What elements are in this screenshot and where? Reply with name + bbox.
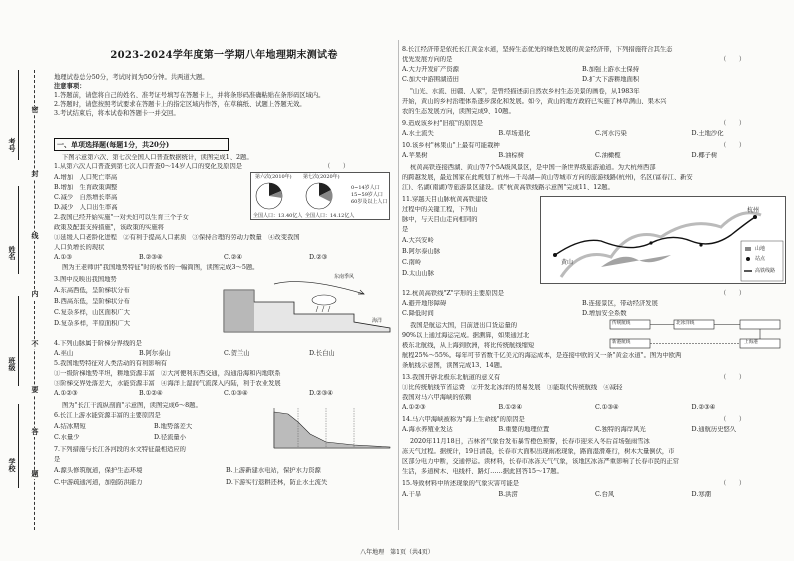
option[interactable]: D.长白山	[309, 350, 335, 357]
legend-item: 60岁及以上人口	[351, 199, 388, 205]
statement-line: ①比传统航线节省运费 ②开发北冰洋的贸易发展 ③能取代传统航线 ④减轻	[402, 384, 623, 391]
sea-label: 海洋	[372, 318, 383, 324]
option[interactable]: B.西高东低，呈阶梯状分布	[54, 298, 130, 305]
section-heading: 一、单项选择题(每题1分，共20分)	[54, 138, 229, 151]
question-8: 8.长江经济带是依托长江黄金水道，坚持生态优先的绿色发展的黄金经济带，下列措施符合其生态	[402, 46, 673, 53]
answer-slot[interactable]: （ ）	[720, 374, 746, 381]
passage-line: 极东北航线，从上海到欧洲，将比传统航线缩短	[402, 342, 535, 349]
option[interactable]: A.水土流失	[402, 130, 434, 137]
options-row	[54, 350, 394, 358]
option[interactable]: D.②③	[309, 254, 328, 261]
passage-line: 航程25%～55%。每年可节省数千亿美元的海运成本，是连接中欧的又一条"黄金水道"。图为中欧两	[402, 352, 682, 359]
question-6: 6.长江上游水能资源丰富的主要原因是	[54, 412, 161, 419]
passage-line: 的跨越发展，最近国家在此规划了杭州—千岛湖—黄山等城市方向的旅游线路(杭州)，名区(富春江、新安	[402, 174, 693, 181]
option[interactable]: B.①②④	[139, 390, 163, 397]
question-15: 15.导致材料中所述现象的气象灾害可能是	[402, 480, 520, 487]
passage-line: 农的生态发展方向，读图完成9、10题。	[402, 108, 515, 115]
railway-map	[540, 196, 786, 284]
question-2-cont: 政策及配套支持措施"，该政策的实施将	[54, 224, 164, 231]
notice-item: 2.答题时，请您按照考试要求在答题卡上的指定区域内作答，在草稿纸、试题上答题无效。	[54, 101, 306, 109]
option[interactable]: D.通航历史悠久	[691, 426, 737, 433]
question-4: 4.下列山脉属于阶梯分界线的是	[54, 340, 142, 347]
option[interactable]: D.椰子树	[691, 152, 718, 159]
map-label-huangshan: 黄山	[561, 259, 574, 266]
option[interactable]: A.①③	[54, 254, 72, 261]
notice-item: 1.答题前，请您将自己的姓名、准考证号填写在答题卡上，并将条形码准确粘贴在条形码区域内。	[54, 92, 325, 100]
option[interactable]: D.扩大下游耕地面积	[582, 76, 640, 83]
pie-charts	[253, 181, 349, 211]
label-banji: 班级	[8, 357, 17, 371]
shipping-routes-drawing	[608, 318, 786, 350]
wind-label: 东南季风	[334, 274, 355, 280]
terrain-drawing	[214, 272, 394, 336]
options-row	[54, 254, 394, 262]
passage-line: 我国是航运大国，目前进出口货运量的	[410, 322, 518, 329]
option[interactable]: A.①②③	[402, 404, 426, 411]
passage-line: 冻天气过程。据统计，19日清晨，长春市大面积出现雨凇现象，路面湿滑难行，树木大量倒伏，市	[402, 448, 675, 455]
seal-mark: 内	[31, 289, 39, 298]
answer-slot[interactable]: （ ）	[720, 120, 746, 127]
answer-slot[interactable]: （ ）	[720, 416, 746, 423]
option[interactable]: B.连接景区，带动经济发展	[582, 300, 658, 307]
seal-mark: 要	[31, 385, 39, 394]
exam-info-line: 地理试卷总分50分，考试时间为50分钟。共两道大题。	[54, 74, 209, 81]
option[interactable]: D.寒潮	[691, 491, 711, 498]
option[interactable]: B.上游新建水电站，保护水力资源	[226, 467, 321, 474]
seal-mark: 题	[31, 469, 39, 478]
option[interactable]: B.加强上游水土保持	[582, 66, 640, 73]
option[interactable]: B.①②④	[498, 404, 523, 411]
options-row	[402, 404, 788, 412]
route-label: 北冰洋线	[676, 321, 695, 326]
exam-info	[54, 74, 392, 119]
population-pie-figure	[250, 172, 390, 220]
left-column	[54, 0, 394, 561]
passage-line: 2020年11月18日，吉林省气象台发布暴雪橙色预警，长春市迎来入冬后首场强雨雪冰	[410, 438, 650, 445]
option[interactable]: A.结冰期短	[54, 423, 86, 430]
option[interactable]: D.减少 人口出生率高	[54, 204, 118, 211]
seal-mark: 答	[31, 427, 39, 436]
answer-slot[interactable]: （ ）	[324, 163, 350, 170]
pie-caption: 第六次(2010年)	[255, 174, 292, 180]
route-label: 上海港	[744, 340, 758, 345]
question-11-cont: 过程中的关键工程，下列山	[402, 206, 478, 213]
xingming-field[interactable]	[18, 186, 19, 274]
seal-mark: 密	[31, 105, 39, 114]
statement-line: 我国对马六甲海峡的依赖	[402, 394, 472, 401]
answer-slot[interactable]: （ ）	[720, 142, 746, 149]
option[interactable]: C.台风	[595, 491, 615, 498]
question-3: 3.图中反映出我国地势	[54, 276, 117, 283]
question-7: 7.下列措施与长江各河段的水文特征最相适应的	[54, 446, 186, 453]
map-label-hangzhou: 杭州	[747, 207, 760, 214]
option[interactable]: A.海水养殖业发达	[402, 426, 453, 433]
passage-line: 江)、名湖(南湖)等旅游景区建设。读"杭黄高铁线路示意图"完成11、12题。	[402, 184, 614, 191]
statement-line: ①一级阶梯地势平坦，耕地资源丰富 ②大河便利东西交通，沟通沿海和内地联系	[54, 370, 281, 377]
question-8-cont: 优先发展方向的是	[402, 56, 453, 63]
question-11-cont: 脉中，与天目山走向相同的	[402, 216, 478, 223]
option[interactable]: C.降低时间	[402, 310, 434, 317]
seal-mark: 线	[31, 231, 39, 240]
question-10: 10.该乡村"林果山"上最有可能栽种	[402, 142, 500, 149]
question-11-cont: 是	[402, 226, 409, 233]
option[interactable]: A.大力开发矿产资源	[402, 66, 459, 73]
option[interactable]: A.大兴安岭	[402, 237, 434, 244]
option[interactable]: D.径流量小	[154, 434, 187, 441]
pie-total: 全国人口：13.40亿人	[253, 213, 303, 219]
option[interactable]: A.增加 人口死亡率高	[54, 174, 118, 181]
option[interactable]: A.东高西低，呈阶梯状分布	[54, 287, 130, 294]
option[interactable]: B.重要的地理位置	[498, 426, 550, 433]
passage-line: "山光、水流、田疆、人家"，是曾经描述前自然农乡村生态美景的画卷，从1983年	[410, 88, 640, 95]
page-footer: 八年地理 第1页（共4页）	[360, 549, 434, 557]
passage-line: 区部分电力中断，交通停运。读材料，长春市冰冻天气气象，该地区冰冻严重影响了长春市民的正常	[402, 458, 680, 465]
answer-slot[interactable]: （ ）	[720, 56, 746, 63]
option[interactable]: B.阿尔泰山脉	[402, 248, 441, 255]
terrain-figure	[214, 272, 394, 336]
passage-line: 条航线示意图，读图完成13、14题。	[402, 362, 507, 369]
options-row	[402, 130, 788, 138]
option[interactable]: A.源头修筑航道，保护生态环境	[54, 467, 143, 474]
label-kaohao: 考号	[8, 138, 17, 152]
xuexiao-field[interactable]	[18, 404, 19, 488]
options-row	[402, 491, 788, 499]
option[interactable]: B.阿尔泰山	[139, 350, 171, 357]
legend-item: 15~59岁人口	[351, 192, 383, 198]
label-xuexiao: 学校	[8, 458, 17, 472]
exam-title: 2023-2024学年度第一学期八年地理期末测试卷	[110, 50, 338, 61]
option[interactable]: C.河水污染	[595, 130, 627, 137]
option[interactable]: C.②④	[224, 254, 242, 261]
option[interactable]: C.贺兰山	[224, 350, 250, 357]
option[interactable]: C.中游疏通河道，加强防洪能力	[54, 479, 143, 486]
question-intro: 图为王老师讲"我国地势特征"时的板书的一幅简图，读图完成3～5题。	[62, 264, 259, 271]
option[interactable]: A.巫山	[54, 350, 74, 357]
notice-heading: 注意事项：	[54, 83, 86, 91]
option[interactable]: A.干旱	[402, 491, 422, 498]
pie-total: 全国人口：14.12亿人	[305, 213, 355, 219]
label-xingming: 姓名	[8, 246, 17, 260]
question-5: 5.我国地势特征对人类活动的有利影响有	[54, 360, 168, 367]
passage-line: 开始，黄山的乡村治理体系逐步深化和发展。如今，黄山的地方政府已实施了林草满山、果木兴	[402, 98, 667, 105]
option[interactable]: B.地势落差大	[154, 423, 193, 430]
option[interactable]: C.油橄榄	[595, 152, 621, 159]
question-text: 1.从第六次人口普查到第七次人口普查0～14岁人口的变化及原因是	[54, 163, 243, 170]
options-row	[54, 390, 394, 398]
pie-caption: 第七次(2020年)	[303, 174, 340, 180]
legend-item: 0~14岁人口	[351, 185, 380, 191]
answer-slot[interactable]: （ ）	[720, 290, 746, 297]
option[interactable]: C.①③④	[224, 390, 248, 397]
passage-line: 生活，多道树木、电线杆、路灯……据此回答15～17题。	[402, 468, 563, 475]
options-row	[54, 423, 254, 431]
seal-line	[34, 70, 35, 530]
question-7-cont: 是	[54, 456, 61, 463]
question-2: 2.我国已经开始实施"一对夫妇可以生育三个子女	[54, 214, 189, 221]
option[interactable]: D.土地沙化	[691, 130, 724, 137]
option[interactable]: C.加大中游围湖造田	[402, 76, 459, 83]
map-legend-item: 高铁线路	[755, 268, 776, 274]
option[interactable]: C.减少 自然增长率高	[54, 194, 118, 201]
seal-mark: 封	[31, 169, 39, 178]
option[interactable]: A.苹果树	[402, 152, 428, 159]
option[interactable]: C.复杂多样，山区面积广大	[54, 309, 130, 316]
passage-line: 90%以上通过海运完成。据测算，如果通过北	[402, 332, 530, 339]
answer-slot[interactable]: （ ）	[720, 480, 746, 487]
question-14: 14.马六甲海峡被称为"海上生命线"的原因是	[402, 416, 525, 423]
map-legend-item: 山地	[755, 246, 766, 252]
option[interactable]: D.下游实行退耕还林，防止水土流失	[226, 479, 328, 486]
options-row	[402, 426, 788, 434]
option[interactable]: B.草场退化	[498, 130, 531, 137]
option[interactable]: C.独特的海岸风光	[595, 426, 646, 433]
question-9: 9.造成该乡村"旧痕"的原因是	[402, 120, 484, 127]
option[interactable]: B.洪涝	[498, 491, 518, 498]
option[interactable]: D.②③④	[691, 404, 716, 411]
notice-item: 3.考试结束后，将本试卷和答题卡一并交回。	[54, 110, 180, 118]
binding-strip	[0, 0, 48, 561]
question-intro: 下图示意第六次、第七次全国人口普查数据统计，读图完成1、2题。	[62, 154, 253, 161]
question-12: 12.杭黄高铁线"Z"字形的主要原因是	[402, 290, 505, 297]
statement-line: 人口负增长的现状	[54, 244, 105, 251]
shipping-routes-figure	[608, 318, 786, 350]
option[interactable]: A.避开地形障碍	[402, 300, 447, 307]
options-row	[54, 434, 254, 442]
right-column	[402, 0, 788, 561]
map-legend-item: 站点	[755, 256, 766, 262]
column-divider	[398, 40, 399, 530]
route-label: 传统航线	[612, 321, 631, 326]
option[interactable]: B.增加 生育政策调整	[54, 184, 118, 191]
option[interactable]: C.①③④	[595, 404, 619, 411]
route-label: 新港航线	[612, 340, 631, 345]
option[interactable]: A.①②③	[54, 390, 78, 397]
option[interactable]: D.复杂多样，平原面积广大	[54, 320, 131, 327]
option[interactable]: D.增加安全系数	[582, 310, 627, 317]
option[interactable]: D.②③④	[309, 390, 333, 397]
options-row	[402, 152, 788, 160]
statement-line: ①延缓人口老龄化进程 ②有利于提高人口素质 ③保持合理的劳动力数量 ④改变我国	[54, 234, 300, 241]
passage-line: 杭黄高铁连接西湖、黄山等7个5A级风景区，是中国一条世界级旅游通道。为大杭州西部	[410, 164, 656, 171]
statement-line: ③阶梯交界处落差大，水能资源丰富 ④海洋上湿润气流深入内陆，利于农业发展	[54, 380, 281, 387]
option[interactable]: D.太山山脉	[402, 270, 435, 277]
question-intro: 图为"长江干流纵剖面"示意图，读图完成6～8题。	[62, 402, 202, 409]
question-13: 13.我国开辟北极东北航道的意义有	[402, 374, 501, 381]
option[interactable]: B.②③④	[139, 254, 163, 261]
seal-mark: 不	[31, 339, 39, 348]
question-11: 11.穿越天目山脉杭黄高铁建设	[402, 196, 488, 203]
banji-field[interactable]	[18, 296, 19, 386]
kaohao-field[interactable]	[18, 70, 19, 160]
option[interactable]: C.南岭	[402, 259, 422, 266]
option[interactable]: C.水量少	[54, 434, 80, 441]
option[interactable]: B.油棕树	[498, 152, 525, 159]
